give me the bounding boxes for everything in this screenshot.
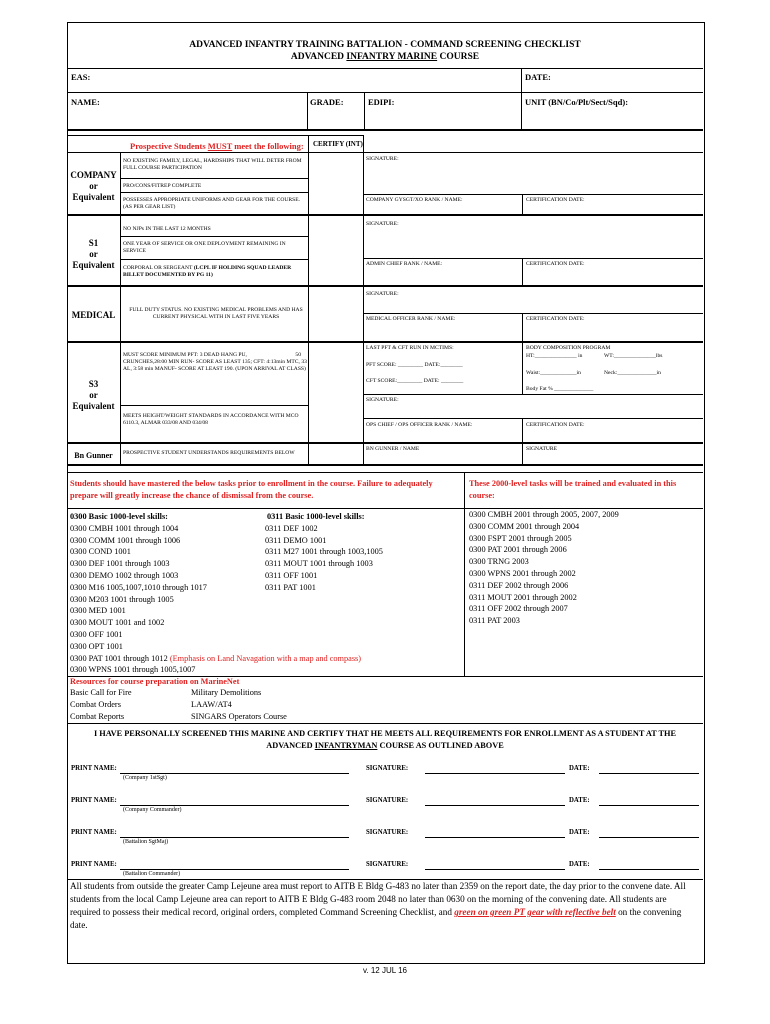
divider	[522, 313, 523, 341]
s3-req-1	[123, 352, 307, 373]
divider	[308, 152, 309, 464]
company-rank-name: COMPANY GYSGT/XO RANK / NAME:	[366, 197, 463, 203]
s3-last-pft: LAST PFT & CFT RUN IN MCTIMS:	[366, 345, 454, 351]
company-label-3: Equivalent	[72, 192, 115, 202]
divider	[521, 68, 522, 92]
medical-signature-label: SIGNATURE:	[366, 291, 399, 297]
company-req-1: NO EXISTING FAMILY, LEGAL, HARDSHIPS THAT WILL DETER FROM FULL COURSE PARTICIPATION	[123, 158, 302, 171]
list-item-pat	[70, 653, 460, 665]
s3-req-1a: MUST SCORE MINIMUM PFT: 3 DEAD HANG PU,	[123, 352, 247, 358]
signature-line[interactable]	[425, 837, 565, 838]
list-item: 0311 DEF 1002	[265, 523, 318, 533]
s3-req-1b: CRUNCHES,28:00 MIN RUN- SCORE AS LEAST 135; CFT: 4:13min MTC, 33 AL, 3:58 min MANUF- SCORE AT LEAST 190. (UPON ARRIVAL AT CLASS)	[123, 359, 307, 372]
title-pre: ADVANCED	[290, 52, 347, 62]
title-line-2	[67, 51, 703, 63]
gunner-label: Bn Gunner	[74, 451, 113, 460]
divider	[308, 135, 309, 152]
date-line[interactable]	[599, 773, 699, 774]
s1-signature-label: SIGNATURE:	[366, 221, 399, 227]
date-line[interactable]	[599, 805, 699, 806]
s3-cft-score: CFT SCORE:_________ DATE: ________	[366, 378, 464, 384]
s3-label-2: or	[89, 390, 98, 400]
s3-label	[67, 379, 120, 412]
divider	[120, 259, 308, 260]
list-item: 0300 DEF 1001 through 1003	[70, 559, 170, 569]
grade-label: GRADE:	[310, 97, 344, 107]
resources-heading: Resources for course preparation on MarineNet	[70, 677, 240, 687]
s1-label-2: or	[89, 249, 98, 259]
s3-req-1-num: 50	[295, 352, 301, 358]
print-name-line[interactable]	[120, 805, 349, 806]
signature-row	[67, 763, 703, 793]
list-item: 0300 FSPT 2001 through 2005	[469, 533, 572, 543]
list-0311	[265, 511, 460, 594]
cert-line-1: I HAVE PERSONALLY SCREENED THIS MARINE AND CERTIFY THAT HE MEETS ALL REQUIREMENTS FOR ENROLLMENT AS A STUDENT AT THE	[93, 729, 677, 738]
list-item: 0300 WPNS 1001 through 1005,1007	[70, 665, 196, 675]
reporting-instructions	[70, 880, 698, 932]
role-label: (Battalion Commander)	[123, 871, 181, 877]
cert-pre: ADVANCED	[266, 741, 315, 750]
divider	[120, 236, 308, 237]
resource-item: SINGARS Operators Course	[191, 711, 287, 721]
s3-body-fat: Body Fat % ______________	[526, 386, 594, 392]
list-item: 0311 PAT 2003	[469, 616, 520, 626]
resource-item: Combat Reports	[70, 711, 125, 721]
s3-cert-date: CERTIFICATION DATE:	[526, 422, 585, 428]
divider	[522, 341, 523, 394]
list-item: 0300 OPT 1001	[70, 641, 123, 651]
list-item: 0300 COND 1001	[70, 547, 131, 557]
s3-label-1: S3	[88, 379, 99, 389]
divider	[307, 92, 308, 129]
s1-label-1: S1	[88, 238, 99, 248]
s1-req-3b: (LCPL IF HOLDING SQUAD LEADER BILLET DOCUMENTED BY PG 11)	[123, 265, 292, 278]
list-item: 0300 DEMO 1002 through 1003	[70, 570, 179, 580]
signature-row	[67, 827, 703, 857]
company-signature-label: SIGNATURE:	[366, 156, 399, 162]
list-item: 0300 M16 1005,1007,1010 through 1017	[70, 582, 207, 592]
list-item: 0311 PAT 1001	[265, 582, 316, 592]
heading-0300: 0300 Basic 1000-level skills:	[70, 512, 168, 521]
resources-col-1	[70, 687, 190, 722]
date-label: DATE:	[569, 861, 590, 868]
list-item: 0300 CMBH 2001 through 2005, 2007, 2009	[469, 510, 619, 519]
divider	[120, 192, 308, 193]
list-item: 0311 OFF 1001	[265, 570, 318, 580]
heading-0311: 0311 Basic 1000-level skills:	[267, 512, 365, 521]
divider	[67, 129, 703, 131]
unit-label: UNIT (BN/Co/Plt/Sect/Sqd):	[525, 97, 629, 107]
company-label-2: or	[89, 181, 98, 191]
form-title	[67, 39, 703, 63]
signature-label: SIGNATURE:	[366, 829, 409, 836]
s3-req-2: MEETS HEIGHT/WEIGHT STANDARDS IN ACCORDANCE WITH MCO 6110.3, ALMAR 033/08 AND 034/08	[123, 413, 299, 426]
role-label: (Company 1stSgt)	[123, 775, 167, 781]
signature-label: SIGNATURE:	[366, 765, 409, 772]
prospective-heading	[130, 141, 304, 151]
medical-req-1: FULL DUTY STATUS. NO EXISTING MEDICAL PROBLEMS AND HAS CURRENT PHYSICAL WITH IN LAST FIVE YEARS	[129, 307, 303, 320]
divider	[363, 313, 703, 314]
pat-line: 0300 PAT 1001 through 1012	[70, 653, 170, 663]
title-line-1: ADVANCED INFANTRY TRAINING BATTALION - COMMAND SCREENING CHECKLIST	[189, 40, 581, 50]
date-label: DATE:	[569, 765, 590, 772]
s1-req-2: ONE YEAR OF SERVICE OR ONE DEPLOYMENT REMAINING IN SERVICE	[123, 241, 286, 254]
divider	[120, 405, 308, 406]
tasks-warning: Students should have mastered the below tasks prior to enrollment in the course. Failure to adequately prepare will greatly increase the chance of dismissal from the course.	[70, 479, 433, 500]
list-item: 0300 M203 1001 through 1005	[70, 594, 174, 604]
divider	[522, 418, 523, 442]
divider	[363, 418, 703, 419]
list-item: 0311 M27 1001 through 1003,1005	[265, 547, 383, 557]
divider	[67, 92, 703, 93]
print-name-line[interactable]	[120, 773, 349, 774]
list-item: 0300 CMBH 1001 through 1004	[70, 523, 179, 533]
divider	[67, 723, 703, 724]
divider	[67, 152, 703, 153]
divider	[67, 135, 363, 136]
divider	[363, 135, 364, 152]
signature-label: SIGNATURE:	[366, 861, 409, 868]
signature-line[interactable]	[425, 869, 565, 870]
s1-req-1: NO NJPs IN THE LAST 12 MONTHS	[123, 226, 211, 232]
cert-post: COURSE AS OUTLINED ABOVE	[377, 741, 504, 750]
company-cert-date: CERTIFICATION DATE:	[526, 197, 585, 203]
resource-item: Military Demolitions	[191, 688, 262, 697]
s1-req-3a: CORPORAL OR SERGEANT	[123, 265, 193, 271]
divider	[67, 341, 703, 343]
title-underlined: INFANTRY MARINE	[346, 52, 438, 62]
company-req-3: POSSESSES APPROPRIATE UNIFORMS AND GEAR FOR THE COURSE. (AS PER GEAR LIST)	[123, 197, 301, 210]
divider	[120, 178, 308, 179]
instructions-text: All students from outside the greater Camp Lejeune area must report to AITB E Bldg G-483 no later than 2359 on the report date, the day prior to the convene date. All students from the local Camp Lejeune area can report to AITB E Bldg G-483 room 2048 no later than 0630 on the morning of the convening date. All students are required to possess their medical record, original orders, completed Command Screening Checklist, and	[70, 881, 686, 917]
print-name-label: PRINT NAME:	[71, 765, 117, 772]
signature-line[interactable]	[425, 805, 565, 806]
certification-statement	[67, 728, 703, 752]
prospective-pre: Prospective Students	[130, 141, 208, 151]
s3-waist: Waist:_____________in	[526, 370, 581, 376]
divider	[522, 442, 523, 464]
s1-rank-name: ADMIN CHIEF RANK / NAME:	[366, 261, 443, 267]
signature-blocks	[67, 763, 703, 881]
must-word: MUST	[207, 141, 233, 151]
signature-row	[67, 859, 703, 881]
list-item: 0300 TRNG 2003	[469, 557, 529, 567]
s3-bcp-heading: BODY COMPOSITION PROGRAM	[526, 345, 611, 351]
list-item: 0300 COMM 1001 through 1006	[70, 535, 181, 545]
signature-label: SIGNATURE:	[366, 797, 409, 804]
divider	[67, 676, 703, 677]
name-label: NAME:	[71, 97, 100, 107]
date-line[interactable]	[599, 869, 699, 870]
list-item: 0311 MOUT 2001 through 2002	[469, 592, 577, 602]
tasks-2000-note: These 2000-level tasks will be trained and evaluated in this course:	[469, 479, 677, 500]
company-req-2: PRO/CONS/FITREP COMPLETE	[123, 183, 202, 189]
s3-pft-score: PFT SCORE: _________ DATE:________	[366, 362, 463, 368]
s1-label	[67, 238, 120, 271]
pat-emphasis: (Emphasis on Land Navagation with a map and compass)	[169, 653, 362, 663]
resources-col-2	[191, 687, 351, 722]
s3-rank-name: OPS CHIEF / OPS OFFICER RANK / NAME:	[366, 422, 473, 428]
certify-int-label: CERTIFY (INT)	[313, 140, 363, 148]
list-item: 0311 MOUT 1001 through 1003	[265, 559, 373, 569]
resource-item: Basic Call for Fire	[70, 688, 132, 697]
signature-line[interactable]	[425, 773, 565, 774]
divider	[521, 92, 522, 129]
list-item: 0300 COMM 2001 through 2004	[469, 521, 580, 531]
company-label	[67, 170, 120, 203]
s3-neck: Neck:______________in	[604, 370, 661, 376]
date-line[interactable]	[599, 837, 699, 838]
divider	[67, 214, 703, 216]
s1-label-3: Equivalent	[72, 260, 115, 270]
divider	[363, 394, 703, 395]
list-item: 0311 DEF 2002 through 2006	[469, 580, 569, 590]
s3-req-1-line	[123, 352, 307, 359]
gunner-signature: SIGNATURE	[526, 446, 558, 452]
s1-req-3	[123, 265, 306, 279]
divider	[67, 472, 703, 473]
cert-underlined: INFANTRYMAN	[314, 741, 378, 750]
print-name-line[interactable]	[120, 837, 349, 838]
divider	[363, 194, 703, 195]
print-name-label: PRINT NAME:	[71, 861, 117, 868]
list-item: 0300 MED 1001	[70, 606, 126, 616]
date-label: DATE:	[525, 72, 551, 82]
resource-item: Combat Orders	[70, 699, 121, 709]
medical-label: MEDICAL	[71, 310, 116, 320]
print-name-label: PRINT NAME:	[71, 797, 117, 804]
list-item: 0311 DEMO 1001	[265, 535, 327, 545]
list-item: 0300 WPNS 2001 through 2002	[469, 568, 576, 578]
list-item: 0300 OFF 1001	[70, 629, 123, 639]
divider	[522, 258, 523, 285]
s3-height: HT:_______________ in	[526, 353, 583, 359]
prospective-post: meet the following:	[232, 141, 304, 151]
version-label: v. 12 JUL 16	[362, 966, 408, 975]
pt-gear-emphasis: green on green PT gear with reflective belt	[454, 907, 616, 917]
instructions-tail: on the convening date.	[70, 907, 682, 930]
s3-weight: WT:_______________lbs	[604, 353, 663, 359]
company-label-1: COMPANY	[70, 170, 117, 180]
list-2000	[469, 509, 699, 627]
gunner-rank-name: BN GUNNER / NAME	[366, 446, 420, 452]
print-name-label: PRINT NAME:	[71, 829, 117, 836]
role-label: (Battalion SgtMaj)	[123, 839, 169, 845]
medical-rank-name: MEDICAL OFFICER RANK / NAME:	[366, 316, 456, 322]
eas-label: EAS:	[71, 72, 91, 82]
date-label: DATE:	[569, 797, 590, 804]
divider	[464, 472, 465, 508]
print-name-line[interactable]	[120, 869, 349, 870]
signature-row	[67, 795, 703, 825]
resource-item: LAAW/AT4	[191, 699, 232, 709]
divider	[363, 258, 703, 259]
list-item: 0311 OFF 2002 through 2007	[469, 604, 568, 614]
s1-cert-date: CERTIFICATION DATE:	[526, 261, 585, 267]
medical-cert-date: CERTIFICATION DATE:	[526, 316, 585, 322]
divider	[67, 285, 703, 287]
divider	[120, 152, 121, 464]
divider	[67, 442, 703, 444]
list-item: 0300 PAT 2001 through 2006	[469, 545, 567, 555]
divider	[67, 464, 703, 466]
title-post: COURSE	[437, 52, 480, 62]
divider	[67, 68, 703, 69]
cert-line-2	[67, 740, 703, 752]
list-item: 0300 MOUT 1001 and 1002	[70, 618, 165, 628]
gunner-req: PROSPECTIVE STUDENT UNDERSTANDS REQUIREMENTS BELOW	[123, 450, 295, 456]
edipi-label: EDIPI:	[368, 97, 395, 107]
s3-signature-label: SIGNATURE:	[366, 397, 399, 403]
divider	[364, 92, 365, 129]
date-label: DATE:	[569, 829, 590, 836]
divider	[464, 508, 465, 676]
s3-label-3: Equivalent	[72, 401, 115, 411]
role-label: (Company Commander)	[123, 807, 182, 813]
divider	[522, 194, 523, 214]
